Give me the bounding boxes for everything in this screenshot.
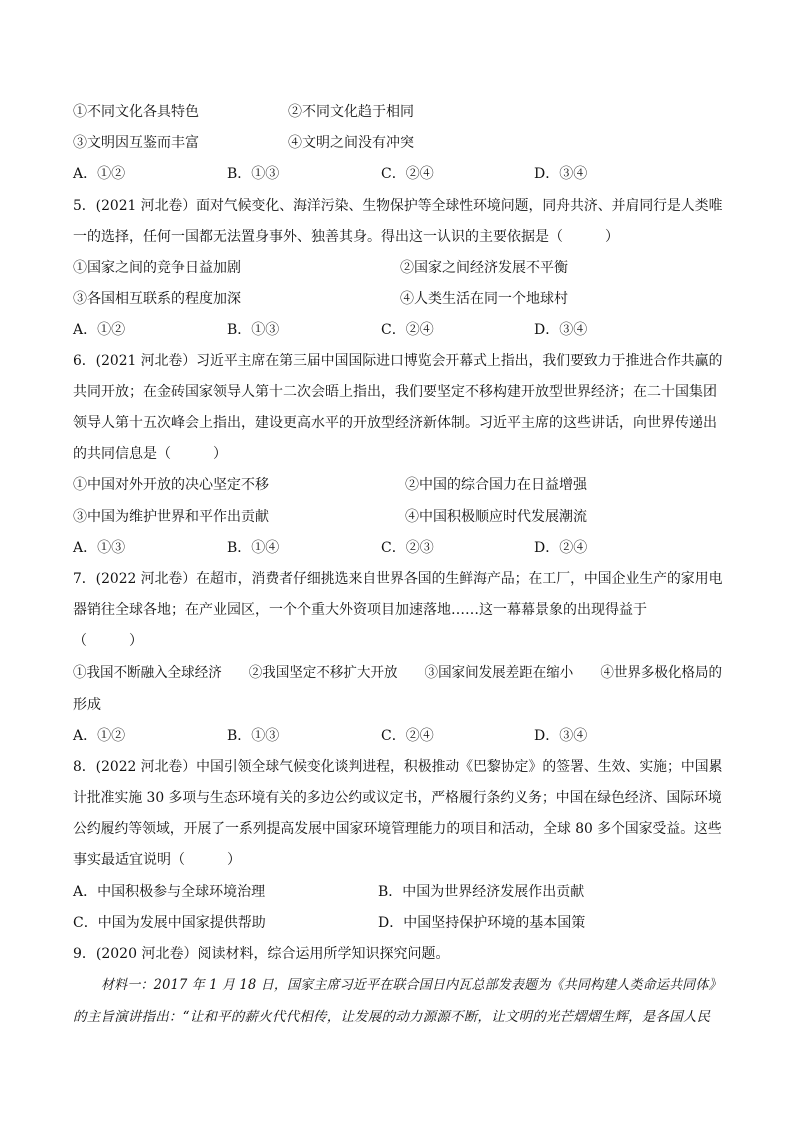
q7-stem-line-3: （ ） [73, 633, 143, 649]
q6-choice-c: C．②③ [381, 540, 434, 556]
q9-material-line-1: 材料一：2017 年 1 月 18 日，国家主席习近平在联合国日内瓦总部发表题为《共同构建人类命运共同体》 [101, 977, 722, 993]
q4-choice-d: D．③④ [534, 166, 588, 182]
q8-stem-line-4: 事实最适宜说明（ ） [73, 852, 241, 868]
q5-choice-a: A．①② [73, 322, 126, 338]
q8-choice-b: B．中国为世界经济发展作出贡献 [378, 884, 585, 900]
q5-item-4: ④人类生活在同一个地球村 [400, 291, 568, 307]
q5-choice-b: B．①③ [227, 322, 280, 338]
q7-items-line-1: ①我国不断融入全球经济 ②我国坚定不移扩大开放 ③国家间发展差距在缩小 ④世界多极化格局的 [73, 665, 723, 681]
q4-item-4: ④文明之间没有冲突 [288, 135, 414, 151]
q5-stem-line-2: 一的选择，任何一国都无法置身事外、独善其身。得出这一认识的主要依据是（ ） [73, 229, 619, 245]
q6-item-2: ②中国的综合国力在日益增强 [405, 477, 587, 493]
q7-choice-a: A．①② [73, 728, 126, 744]
q7-stem-line-2: 器销往全球各地；在产业园区，一个个重大外资项目加速落地……这一幕幕景象的出现得益于 [73, 602, 647, 618]
q4-item-2: ②不同文化趋于相同 [288, 104, 414, 120]
q9-material-line-2: 的主旨演讲指出：“让和平的薪火代代相传，让发展的动力源源不断，让文明的光芒熠熠生辉，是各国人民 [73, 1009, 711, 1025]
q8-choice-c: C．中国为发展中国家提供帮助 [73, 915, 266, 931]
q7-choice-c: C．②④ [381, 728, 434, 744]
q6-item-4: ④中国积极顺应时代发展潮流 [405, 509, 587, 525]
q4-choice-b: B．①③ [227, 166, 280, 182]
q6-stem-line-3: 领导人第十五次峰会上指出，建设更高水平的开放型经济新体制。习近平主席的这些讲话，向世界传递出 [73, 415, 717, 431]
q6-choice-b: B．①④ [227, 540, 280, 556]
q6-stem-line-1: 6．(2021 河北卷）习近平主席在第三届中国国际进口博览会开幕式上指出，我们要致力于推进合作共赢的 [73, 353, 723, 369]
q8-stem-line-3: 公约履约等领域，开展了一系列提高发展中国家环境管理能力的项目和活动，全球 80 多个国家受益。这些 [73, 821, 722, 837]
q7-choice-b: B．①③ [227, 728, 280, 744]
q7-choice-d: D．③④ [534, 728, 588, 744]
q6-choice-a: A．①③ [73, 540, 126, 556]
q5-item-2: ②国家之间经济发展不平衡 [400, 260, 568, 276]
q4-choice-a: A．①② [73, 166, 126, 182]
q5-item-3: ③各国相互联系的程度加深 [73, 291, 241, 307]
q7-stem-line-1: 7．(2022 河北卷）在超市，消费者仔细挑选来自世界各国的生鲜海产品；在工厂，中国企业生产的家用电 [73, 571, 723, 587]
q5-choice-c: C．②④ [381, 322, 434, 338]
q8-choice-d: D．中国坚持保护环境的基本国策 [378, 915, 586, 931]
q6-choice-d: D．②④ [534, 540, 588, 556]
q6-item-1: ①中国对外开放的决心坚定不移 [73, 477, 269, 493]
q6-stem-line-4: 的共同信息是（ ） [73, 446, 227, 462]
q8-choice-a: A．中国积极参与全球环境治理 [73, 884, 266, 900]
q4-choice-c: C．②④ [381, 166, 434, 182]
q7-items-line-2: 形成 [73, 697, 101, 713]
q8-stem-line-1: 8．(2022 河北卷）中国引领全球气候变化谈判进程，积极推动《巴黎协定》的签署、生效、实施；中国累 [73, 759, 723, 775]
q5-stem-line-1: 5．(2021 河北卷）面对气候变化、海洋污染、生物保护等全球性环境问题，同舟共济、并肩同行是人类唯 [73, 198, 723, 214]
q8-stem-line-2: 计批准实施 30 多项与生态环境有关的多边公约或议定书，严格履行条约义务；中国在绿色经济、国际环境 [73, 790, 722, 806]
q4-item-1: ①不同文化各具特色 [73, 104, 199, 120]
q5-item-1: ①国家之间的竞争日益加剧 [73, 260, 241, 276]
q4-item-3: ③文明因互鉴而丰富 [73, 135, 199, 151]
q9-stem: 9．(2020 河北卷）阅读材料，综合运用所学知识探究问题。 [73, 946, 450, 962]
q5-choice-d: D．③④ [534, 322, 588, 338]
q6-item-3: ③中国为维护世界和平作出贡献 [73, 509, 269, 525]
q6-stem-line-2: 共同开放；在金砖国家领导人第十二次会晤上指出，我们要坚定不移构建开放型世界经济；在二十国集团 [73, 384, 717, 400]
